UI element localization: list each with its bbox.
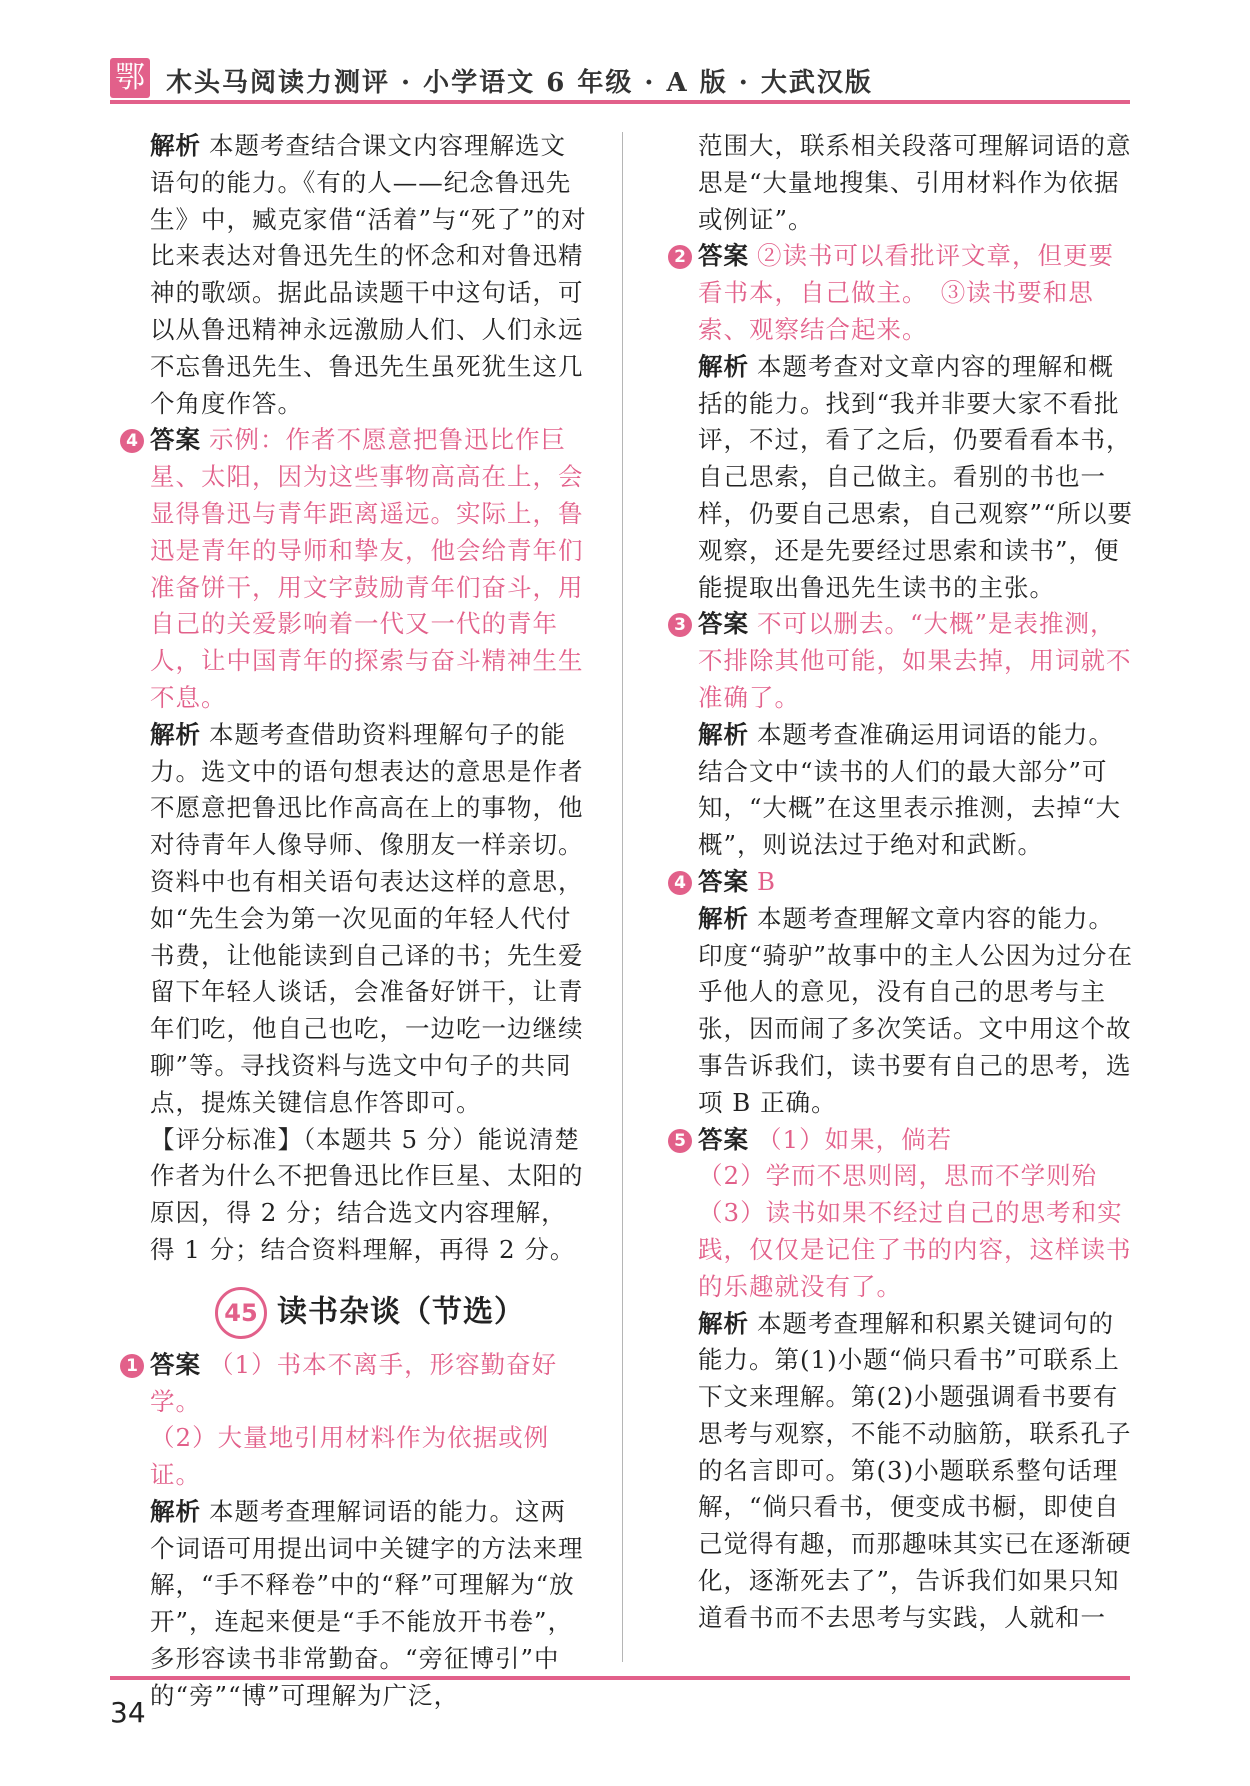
page-header: [110, 58, 1130, 106]
q4-answer-text: 示例：作者不愿意把鲁迅比作巨星、太阳，因为这些事物高高在上，会显得鲁迅与青年距离遥远。实际上，鲁迅是青年的导师和挚友，他会给青年们准备饼干，用文字鼓励青年们奋斗，用自己的关爱影响着一代又一代的青年人，让中国青年的探索与奋斗精神生生不息。: [150, 425, 584, 712]
footer-rule: [110, 1676, 1130, 1680]
analysis-label: 解析: [698, 1308, 749, 1338]
page-number: 34: [110, 1696, 146, 1729]
section-title: 读书杂谈（节选）: [277, 1294, 525, 1330]
q5-analysis: [668, 1306, 1138, 1637]
q5-answer-1: （1）如果，倘若: [757, 1124, 953, 1154]
answer-label: 答案: [698, 241, 749, 271]
q2-analysis: [668, 349, 1138, 607]
q2-answer: [668, 238, 1138, 348]
answer-label: 答案: [150, 1349, 201, 1379]
q5-analysis-text: 本题考查理解和积累关键词句的能力。第(1)小题“倘只看书”可联系上下文来理解。第(2)小题强调看书要有思考与观察，不能不动脑筋，联系孔子的名言即可。第(3)小题联系整句话理解，“倘只看书，便变成书橱，即使自己觉得有趣，而那趣味其实已在逐渐硬化，逐渐死去了”，告诉我们如果只知道看书而不去思考与实践，人就和一: [698, 1308, 1132, 1632]
analysis-label: 解析: [698, 719, 749, 749]
q5-answer-2: （2）学而不思则罔，思而不学则殆: [698, 1161, 1098, 1191]
analysis-label: 解析: [150, 719, 201, 749]
header-title: 木头马阅读力测评 · 小学语文 6 年级 · A 版 · 大武汉版: [166, 68, 873, 98]
section-number-badge: 45: [215, 1287, 267, 1339]
q3-answer-text: 不可以删去。“大概”是表推测，不排除其他可能，如果去掉，用词就不准确了。: [698, 609, 1132, 712]
q3-analysis-right: [668, 717, 1138, 864]
question-number-badge: 5: [668, 1129, 692, 1153]
q3-analysis-right-text: 本题考查准确运用词语的能力。结合文中“读书的人们的最大部分”可知，“大概”在这里表示推测，去掉“大概”，则说法过于绝对和武断。: [698, 719, 1122, 860]
q2-analysis-text: 本题考查对文章内容的理解和概括的能力。找到“我并非要大家不看批评，不过，看了之后，仍要看看本书，自己思索，自己做主。看别的书也一样，仍要自己思索，自己观察”“所以要观察，还是先要经过思索和读书”，便能提取出鲁迅先生读书的主张。: [698, 351, 1134, 602]
column-divider: [622, 132, 623, 1662]
s45-q1-analysis: [120, 1494, 590, 1715]
answer-label: 答案: [698, 1124, 749, 1154]
q4-answer: [120, 422, 590, 716]
question-number-badge: 2: [668, 245, 692, 269]
q4-answer-right-text: B: [757, 866, 777, 896]
q4-analysis-right: [668, 901, 1138, 1122]
question-number-badge: 4: [668, 871, 692, 895]
s45-q1-answer-2: （2）大量地引用材料作为依据或例证。: [150, 1423, 550, 1490]
q4-answer-right: [668, 864, 1138, 901]
analysis-label: 解析: [698, 351, 749, 381]
q3-analysis: [120, 128, 590, 422]
question-number-badge: 3: [668, 613, 692, 637]
q5-answer: [668, 1122, 1138, 1306]
q4-grading: [120, 1122, 590, 1269]
q4-analysis-right-text: 本题考查理解文章内容的能力。印度“骑驴”故事中的主人公因为过分在乎他人的意见，没有自己的思考与主张，因而闹了多次笑话。文中用这个故事告诉我们，读书要有自己的思考，选项 B 正确。: [698, 903, 1134, 1117]
s45-q1-answer: [120, 1347, 590, 1494]
q4-grading-text: （本题共 5 分）能说清楚作者为什么不把鲁迅比作巨星、太阳的原因，得 2 分；结合选文内容理解，得 1 分；结合资料理解，再得 2 分。: [150, 1124, 584, 1264]
q2-answer-text: ②读书可以看批评文章，但更要看书本，自己做主。 ③读书要和思索、观察结合起来。: [698, 241, 1114, 344]
s45-q1-analysis-text: 本题考查理解词语的能力。这两个词语可用提出词中关键字的方法来理解，“手不释卷”中的“释”可理解为“放开”，连起来便是“手不能放开书卷”，多形容读书非常勤奋。“旁征博引”中的“旁”“博”可理解为广泛，: [150, 1496, 584, 1710]
left-column: [120, 128, 590, 1715]
q4-analysis: [120, 717, 590, 1122]
q1-continuation: [668, 128, 1138, 238]
section-heading: [120, 1287, 590, 1339]
analysis-label: 解析: [698, 903, 749, 933]
analysis-label: 解析: [150, 131, 201, 160]
right-column: [668, 128, 1138, 1637]
analysis-label: 解析: [150, 1496, 201, 1526]
logo-badge: 鄂: [110, 58, 150, 98]
question-number-badge: 4: [120, 429, 144, 453]
answer-label: 答案: [150, 425, 201, 455]
q3-answer: [668, 606, 1138, 716]
grading-label: 【评分标准】: [150, 1124, 303, 1154]
question-number-badge: 1: [120, 1354, 144, 1378]
s45-q1-answer-1: （1）书本不离手，形容勤奋好学。: [150, 1349, 558, 1416]
q4-analysis-text: 本题考查借助资料理解句子的能力。选文中的语句想表达的意思是作者不愿意把鲁迅比作高高在上的事物，他对待青年人像导师、像朋友一样亲切。资料中也有相关语句表达这样的意思，如“先生会为第一次见面的年轻人代付书费，让他能读到自己译的书；先生爱留下年轻人谈话，会准备好饼干，让青年们吃，他自己也吃，一边吃一边继续聊”等。寻找资料与选文中句子的共同点，提炼关键信息作答即可。: [150, 719, 584, 1117]
q5-answer-3: （3）读书如果不经过自己的思考和实践，仅仅是记住了书的内容，这样读书的乐趣就没有了。: [698, 1198, 1132, 1301]
answer-label: 答案: [698, 866, 749, 896]
q3-analysis-text: 本题考查结合课文内容理解选文语句的能力。《有的人——纪念鲁迅先生》中，臧克家借“活着”与“死了”的对比来表达对鲁迅先生的怀念和对鲁迅精神的歌颂。据此品读题干中这句话，可以从鲁迅精神永远激励人们、人们永远不忘鲁迅先生、鲁迅先生虽死犹生这几个角度作答。: [150, 131, 587, 418]
answer-label: 答案: [698, 609, 749, 639]
header-rule: [110, 100, 1130, 104]
q1-continuation-text: 范围大，联系相关段落可理解词语的意思是“大量地搜集、引用材料作为依据或例证”。: [698, 131, 1132, 234]
